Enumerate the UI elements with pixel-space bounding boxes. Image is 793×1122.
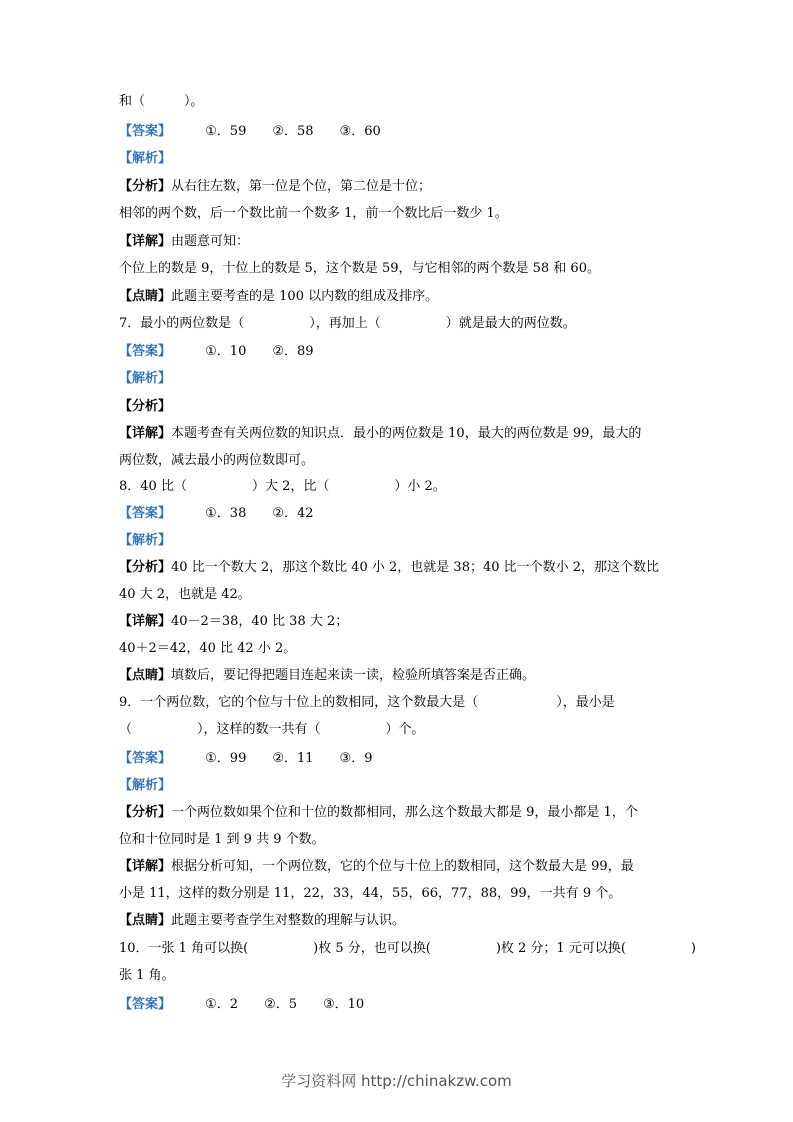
analysis-tag: 【分析】 [119,805,172,820]
question-9-cont: （ ），这样的数一共有（ ）个。 [119,722,425,737]
answer-values: ①．99 ②．11 ③．9 [205,751,373,766]
detail-line: 【详解】本题考查有关两位数的知识点．最小的两位数是 10，最大的两位数是 99，最大的 [119,426,642,441]
text-line: 40＋2＝42，40 比 42 小 2。 [119,641,297,656]
answer-line [119,749,372,769]
answer-line [119,995,364,1015]
comment-line: 【点睛】此题主要考查学生对整数的理解与认识。 [119,913,406,928]
question-10-cont: 张 1 角。 [119,968,175,983]
answer-tag: 【答案】 [119,997,172,1012]
question-8: 8．40 比（ ）大 2，比（ ）小 2。 [119,479,446,494]
text-line: 40 大 2，也就是 42。 [119,587,251,602]
answer-tag: 【答案】 [119,124,172,139]
detail-tag: 【详解】 [119,859,172,874]
answer-tag: 【答案】 [119,751,172,766]
question-9: 9．一个两位数，它的个位与十位上的数相同，这个数最大是（ ），最小是 [119,695,615,710]
analysis-line: 【分析】从右往左数，第一位是个位，第二位是十位； [119,179,432,194]
detail-line: 【详解】由题意可知： [119,234,250,249]
answer-line [119,122,381,142]
answer-values: ①．2 ②．5 ③．10 [205,997,365,1012]
detail-tag: 【详解】 [119,614,172,629]
answer-values: ①．59 ②．58 ③．60 [205,124,381,139]
analysis-heading: 【解析】 [119,533,172,548]
text-line: 相邻的两个数，后一个数比前一个数多 1，前一个数比后一数少 1。 [119,206,508,221]
detail-tag: 【详解】 [119,426,172,441]
analysis-heading: 【解析】 [119,371,172,386]
comment-tag: 【点睛】 [119,668,172,683]
answer-values: ①．38 ②．42 [205,506,314,521]
analysis-line: 【分析】40 比一个数大 2，那这个数比 40 小 2，也就是 38；40 比一个数小 2，那这个数比 [119,560,660,575]
comment-tag: 【点睛】 [119,289,172,304]
answer-line [119,342,314,362]
detail-tag: 【详解】 [119,234,172,249]
page-footer: 学习资料网 http://chinakzw.com [281,1072,512,1090]
answer-line [119,504,314,524]
analysis-heading: 【解析】 [119,778,172,793]
analysis-tag: 【分析】 [119,179,172,194]
comment-line: 【点睛】填数后，要记得把题目连起来读一读，检验所填答案是否正确。 [119,668,536,683]
comment-line: 【点睛】此题主要考查的是 100 以内数的组成及排序。 [119,289,439,304]
text-line: 两位数，减去最小的两位数即可。 [119,453,315,468]
text-line: 小是 11，这样的数分别是 11，22，33，44，55，66，77，88，99，一共有 9 个。 [119,886,622,901]
analysis-heading: 【解析】 [119,151,172,166]
analysis-line: 【分析】一个两位数如果个位和十位的数都相同，那么这个数最大都是 9，最小都是 1，个 [119,805,638,820]
answer-tag: 【答案】 [119,506,172,521]
detail-line: 【详解】40－2＝38，40 比 38 大 2； [119,614,349,629]
detail-line: 【详解】根据分析可知，一个两位数，它的个位与十位上的数相同，这个数最大是 99，最 [119,859,634,874]
comment-tag: 【点睛】 [119,913,172,928]
question-7: 7．最小的两位数是（ ），再加上（ ）就是最大的两位数。 [119,316,576,331]
answer-values: ①．10 ②．89 [205,344,314,359]
analysis-heading: 【分析】 [119,399,172,414]
text-line: 个位上的数是 9，十位上的数是 5，这个数是 59，与它相邻的两个数是 58 和 60。 [119,261,600,276]
question-10: 10．一张 1 角可以换( )枚 5 分，也可以换( )枚 2 分；1 元可以换( ) [119,941,696,956]
answer-tag: 【答案】 [119,344,172,359]
analysis-tag: 【分析】 [119,560,172,575]
question-6-tail: 和（ ）。 [119,94,204,109]
text-line: 位和十位同时是 1 到 9 共 9 个数。 [119,832,325,847]
